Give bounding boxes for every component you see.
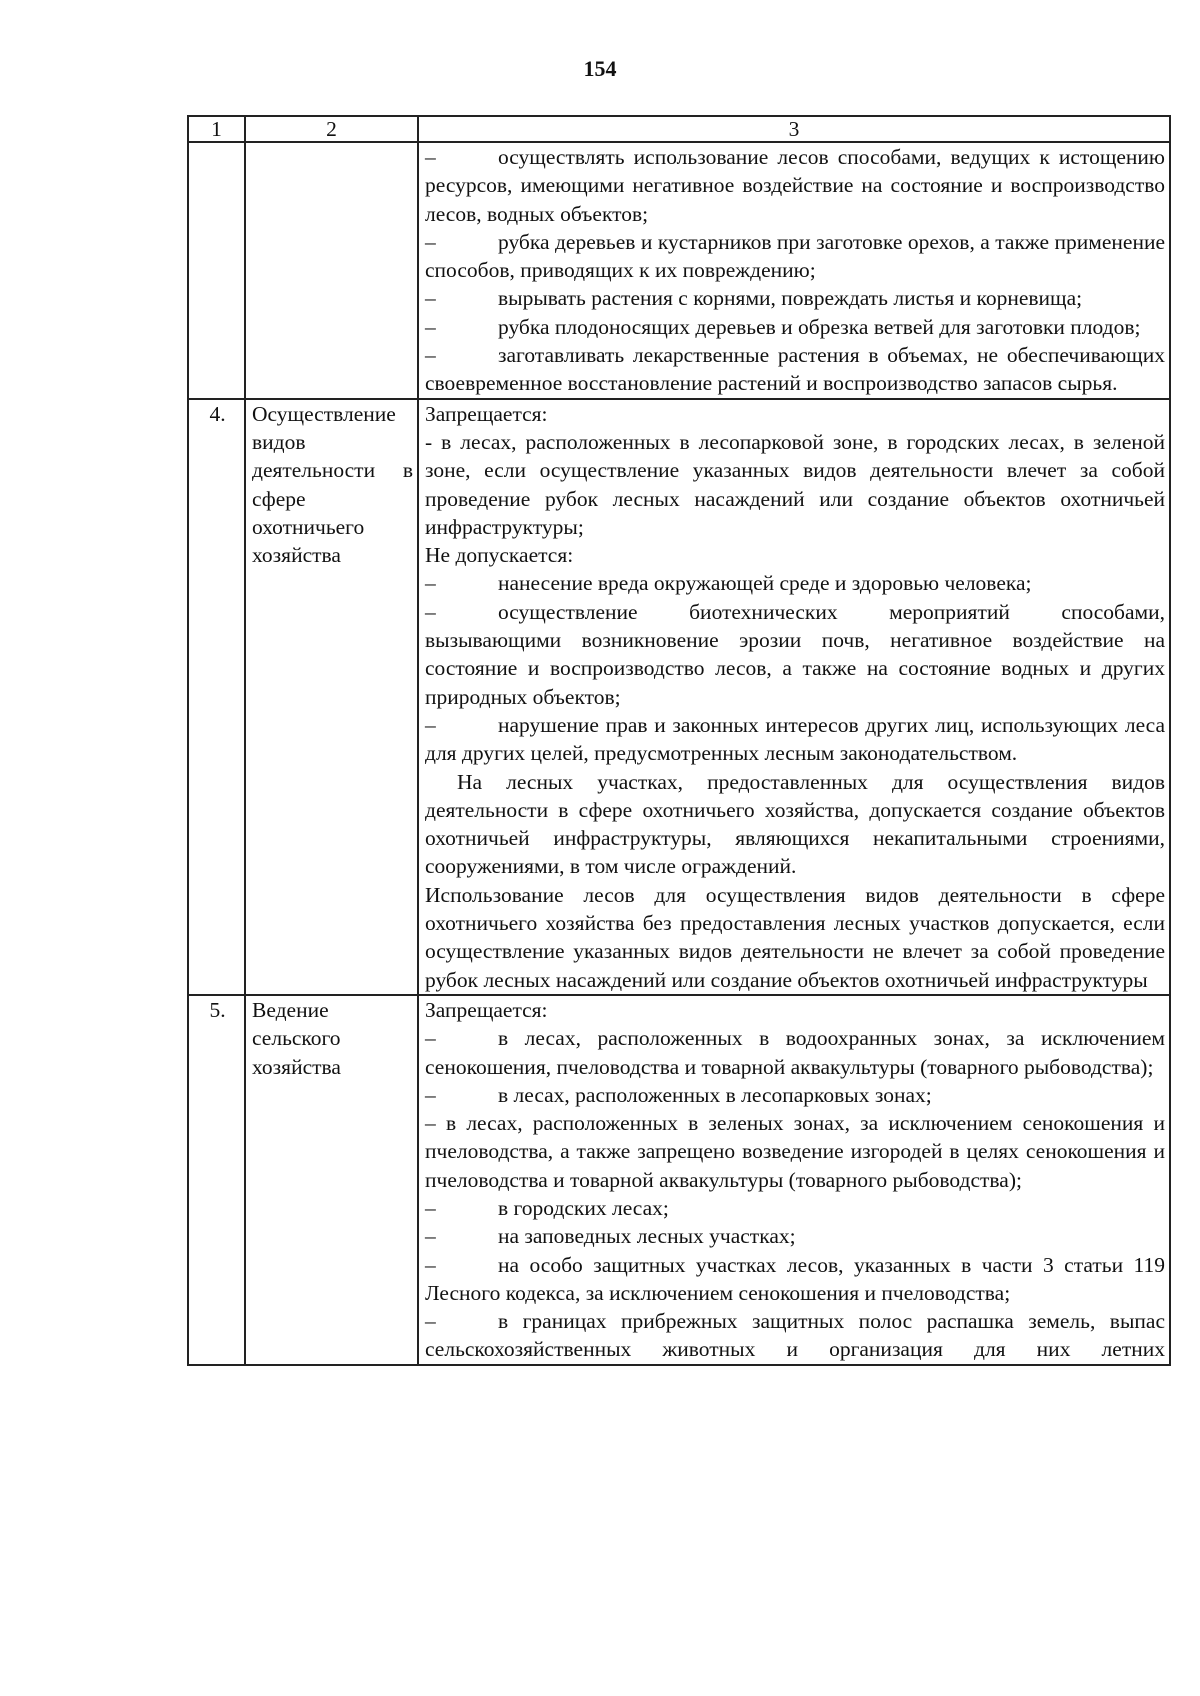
table-row [188,995,1170,1365]
restriction-item [425,598,1165,711]
restriction-item [425,569,1165,597]
table-row [188,399,1170,995]
dash-marker: – [425,145,436,169]
dash-marker: – [425,1309,436,1334]
dash-marker: – [425,314,436,339]
dash-marker: – [425,712,436,737]
dash-marker: – [425,599,436,624]
section-label: Запрещается: [425,997,548,1022]
restriction-text: на особо защитных участках лесов, указанных в части 3 статьи 119 Лесного кодекса, за исключением сенокошения и пчеловодства; [425,1252,1165,1305]
dash-marker: – [425,229,436,254]
restriction-text: в городских лесах; [498,1195,669,1220]
restriction-text: - в лесах, расположенных в лесопарковой зоне, в городских лесах, в зеленой зоне, если осуществление указанных видов деятельности влечет за собой проведение рубок лесных насаждений или создание объектов охотничьей инфраструктуры; [425,429,1165,539]
restrictions-cell [418,399,1170,995]
dash-marker: – [425,1195,436,1220]
restriction-item [425,313,1165,341]
activity-name [245,142,418,399]
permission-paragraph: На лесных участках, предоставленных для осуществления видов деятельности в сфере охотничьего хозяйства, допускается создание объектов охотничьей инфраструктуры, являющихся некапитальными строениями, сооружениями, в том числе ограждений. [425,769,1165,879]
restriction-item [425,143,1165,228]
restrictions-cell [418,995,1170,1365]
restriction-item [425,1024,1165,1081]
dash-marker: – [425,571,436,596]
restriction-text: нарушение прав и законных интересов других лиц, использующих леса для других целей, предусмотренных лесным законодательством. [425,712,1165,766]
restrictions-cell [418,142,1170,399]
activity-name: Осуществление видов деятельности в сфере охотничьего хозяйства [245,399,418,995]
restriction-item [425,1194,1165,1222]
permission-paragraph: Использование лесов для осуществления видов деятельности в сфере охотничьего хозяйства без предоставления лесных участков допускается, если осуществление указанных видов деятельности не влечет за собой проведение рубок лесных насаждений или создание объектов охотничьей инфраструктуры [425,882,1165,992]
restriction-text: – в лесах, расположенных в зеленых зонах, за исключением сенокошения и пчеловодства, а также запрещено возведение изгородей в целях сенокошения и пчеловодства и товарной аквакультуры (товарного рыбоводства); [425,1111,1165,1192]
dash-marker: – [425,1026,436,1051]
dash-marker: – [425,286,436,311]
restriction-item [425,1251,1165,1308]
restriction-item [425,711,1165,768]
section-label: Не допускается: [425,543,574,568]
row-number: 5. [188,995,245,1365]
activity-name: Ведение сельского хозяйства [245,995,418,1365]
restriction-text: в лесах, расположенных в водоохранных зонах, за исключением сенокошения, пчеловодства и товарной аквакультуры (товарного рыбоводства); [425,1026,1165,1079]
restriction-item [425,1081,1165,1109]
restriction-text: вырывать растения с корнями, повреждать листья и корневища; [498,286,1083,311]
row-number [188,142,245,399]
table-row [188,142,1170,399]
restriction-text: рубка деревьев и кустарников при заготовке орехов, а также применение способов, приводящих к их повреждению; [425,229,1165,283]
restriction-text: в границах прибрежных защитных полос распашка земель, выпас сельскохозяйственных животных и организация для них летних [425,1309,1165,1362]
dash-marker: – [425,1224,436,1249]
restriction-text: заготавливать лекарственные растения в объемах, не обеспечивающих своевременное восстановление растений и воспроизводство запасов сырья. [425,343,1165,396]
section-label: Запрещается: [425,401,548,426]
header-cell-2: 2 [245,116,418,142]
restriction-text: нанесение вреда окружающей среде и здоровью человека; [498,571,1032,596]
dash-marker: – [425,343,436,368]
page-number: 154 [583,56,617,81]
restriction-text: осуществлять использование лесов способами, ведущих к истощению ресурсов, имеющими негативное воздействие на состояние и воспроизводство лесов, водных объектов; [425,145,1165,226]
header-cell-3: 3 [418,116,1170,142]
restriction-text: осуществление биотехнических мероприятий способами, вызывающими возникновение эрозии почв, негативное воздействие на состояние и воспроизводство лесов, а также на состояние водных и других природных объектов; [425,599,1165,709]
restriction-text: рубка плодоносящих деревьев и обрезка ветвей для заготовки плодов; [498,314,1141,339]
table-header-row [188,116,1170,142]
restriction-text: на заповедных лесных участках; [498,1224,796,1249]
restriction-item [425,228,1165,285]
restriction-item [425,284,1165,312]
restriction-text: в лесах, расположенных в лесопарковых зонах; [498,1082,932,1107]
restriction-item [425,341,1165,398]
regulations-table [187,115,1171,1366]
header-cell-1: 1 [188,116,245,142]
restriction-item [425,1222,1165,1250]
row-number: 4. [188,399,245,995]
dash-marker: – [425,1252,436,1277]
dash-marker: – [425,1082,436,1107]
restriction-item [425,1307,1165,1364]
